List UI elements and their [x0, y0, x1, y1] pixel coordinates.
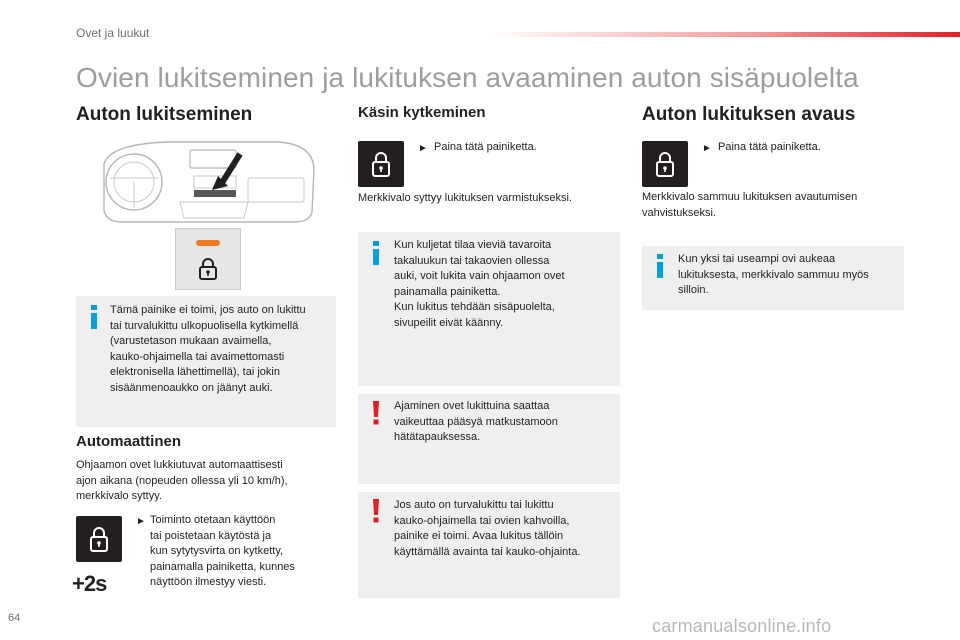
warning-icon: [368, 400, 384, 426]
note-line: kauko-ohjaimella tai ovien kahvoilla,: [394, 514, 570, 527]
watermark: carmanualsonline.info: [652, 616, 832, 636]
text-line: näyttöön ilmestyy viesti.: [150, 576, 267, 588]
padlock-icon: [655, 150, 675, 178]
note-line: kauko-ohjaimella tai avaimettomasti: [110, 350, 285, 363]
note-line: Jos auto on turvalukittu tai lukittu: [394, 499, 554, 511]
lock-button-illustration: [175, 228, 241, 290]
note-line: hätätapauksessa.: [394, 431, 481, 443]
heading-manual: Käsin kytkeminen: [358, 104, 486, 121]
text-line: ajon aikana (nopeuden ollessa yli 10 km/h),: [76, 474, 288, 487]
note-line: sisäänmenoaukko on jäänyt auki.: [110, 381, 273, 394]
text-line: Toiminto otetaan käyttöön: [150, 514, 276, 526]
dashboard-illustration: [98, 138, 320, 224]
arrow-bullet-icon: ►: [418, 143, 428, 154]
heading-locking: Auton lukitseminen: [76, 104, 253, 125]
text-line: Ohjaamon ovet lukkiutuvat automaattisesti: [76, 459, 283, 471]
heading-unlocking: Auton lukituksen avaus: [642, 104, 856, 125]
note-line: vaikeuttaa pääsyä matkustamoon: [394, 415, 558, 428]
arrow-bullet-icon: ►: [702, 143, 712, 154]
note-line: elektronisella lähettimellä), tai jokin: [110, 366, 280, 378]
text-line: merkkivalo syttyy.: [76, 490, 162, 502]
page-number: 64: [8, 612, 21, 624]
warning-note-deadlocked: [358, 492, 620, 598]
note-line: takaluukun tai takaovien ollessa: [394, 254, 550, 267]
warning-icon: [368, 498, 384, 524]
text-line: vahvistukseksi.: [642, 206, 716, 219]
unlock-result-text: [642, 190, 904, 221]
note-line: Tämä painike ei toimi, jos auto on lukittu: [110, 304, 306, 316]
manual-result-text: Merkkivalo syttyy lukituksen varmistukseksi.: [358, 192, 572, 204]
note-line: sivupeilit eivät käänny.: [394, 316, 504, 329]
manual-instruction: Paina tätä painiketta.: [434, 141, 537, 153]
header-accent-line: [488, 32, 960, 37]
padlock-icon: [198, 257, 218, 281]
heading-automatic: Automaattinen: [76, 433, 181, 450]
note-line: silloin.: [678, 284, 709, 296]
info-icon: [652, 253, 668, 279]
automatic-instruction: [150, 513, 336, 591]
arrow-bullet-icon: ►: [136, 516, 146, 527]
note-line: Ajaminen ovet lukittuina saattaa: [394, 400, 550, 412]
warning-note-locked-doors: [358, 394, 620, 484]
info-note-locking: [76, 296, 336, 427]
note-line: käyttämällä avainta tai kauko-ohjainta.: [394, 545, 581, 558]
padlock-icon: [89, 525, 109, 553]
lock-button-tile: [76, 516, 122, 562]
automatic-description: [76, 458, 336, 505]
note-line: Kun yksi tai useampi ovi aukeaa: [678, 253, 836, 265]
hold-duration-badge: [72, 571, 120, 596]
note-line: Kun lukitus tehdään sisäpuolelta,: [394, 301, 555, 313]
lock-button-tile: [358, 141, 404, 187]
note-line: painike ei toimi. Avaa lukitus tällöin: [394, 530, 564, 542]
text-line: tai poistetaan käytöstä ja: [150, 529, 272, 542]
info-icon: [368, 240, 384, 266]
page-title: Ovien lukitseminen ja lukituksen avaaminen auton sisäpuolelta: [76, 62, 859, 93]
indicator-light: [196, 240, 220, 246]
hold-duration-label: +2s: [72, 571, 107, 596]
info-note-unlocking: [642, 246, 904, 310]
note-line: Kun kuljetat tilaa vieviä tavaroita: [394, 239, 552, 251]
note-line: auki, voit lukita vain ohjaamon ovet: [394, 270, 565, 282]
info-icon: [86, 304, 102, 330]
note-line: tai turvalukittu ulkopuolisella kytkimellä: [110, 319, 299, 332]
text-line: kun sytytysvirta on kytketty,: [150, 545, 284, 557]
text-line: painamalla painiketta, kunnes: [150, 560, 295, 573]
text-line: Merkkivalo sammuu lukituksen avautumisen: [642, 191, 858, 203]
lock-button-tile: [642, 141, 688, 187]
note-line: painamalla painiketta.: [394, 285, 501, 298]
info-note-manual: [358, 232, 620, 386]
note-line: lukituksesta, merkkivalo sammuu myös: [678, 268, 869, 281]
unlock-instruction: Paina tätä painiketta.: [718, 141, 821, 153]
section-label: Ovet ja luukut: [76, 26, 150, 40]
padlock-icon: [371, 150, 391, 178]
note-line: (varustetason mukaan avaimella,: [110, 335, 272, 347]
